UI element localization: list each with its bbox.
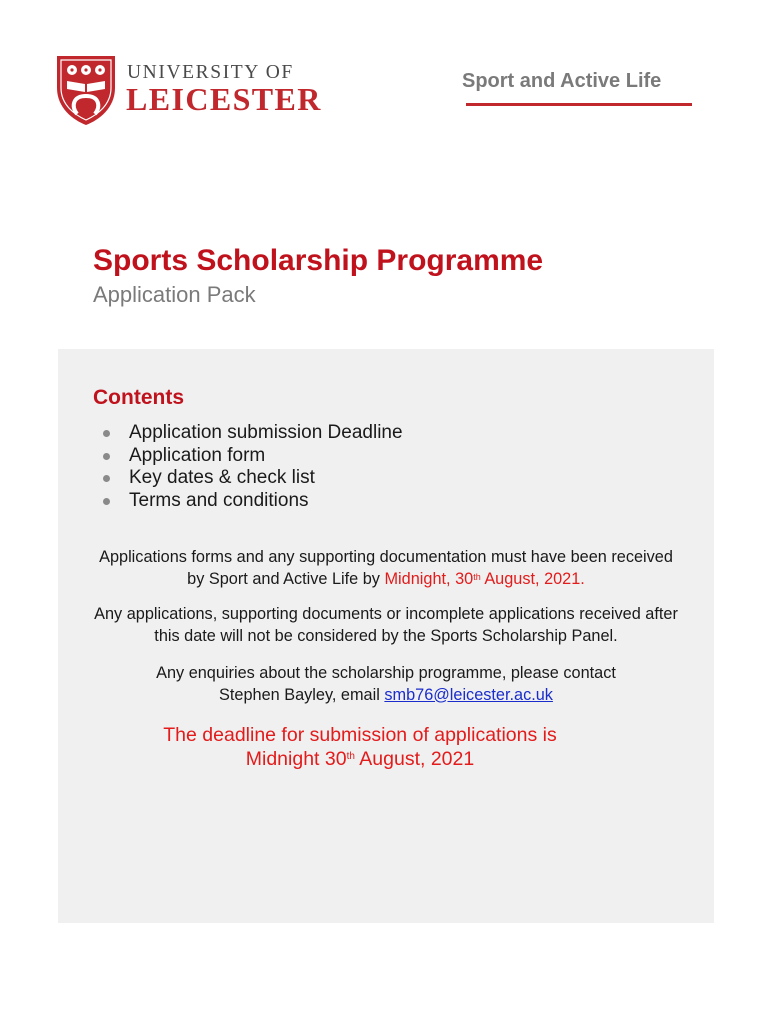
- list-item: [103, 445, 403, 468]
- logo-text-university-of: UNIVERSITY OF: [127, 62, 294, 83]
- page-subtitle: Application Pack: [93, 282, 256, 307]
- content-panel: [58, 349, 714, 923]
- deadline-line: The deadline for submission of applications is: [163, 724, 557, 746]
- bullet-icon: [103, 475, 110, 482]
- enquiries-paragraph: [58, 663, 714, 706]
- paragraph-line: [58, 569, 714, 591]
- deadline-text: August, 2021: [354, 748, 475, 770]
- university-crest-icon: [55, 54, 117, 126]
- department-name: Sport and Active Life: [462, 70, 662, 92]
- department-underline: [466, 103, 692, 106]
- page-title: Sports Scholarship Programme: [93, 244, 544, 277]
- list-item-label: Application form: [129, 444, 266, 466]
- paragraph-line: [58, 685, 714, 707]
- contact-email-link[interactable]: smb76@leicester.ac.uk: [384, 685, 553, 704]
- contents-heading: Contents: [93, 386, 184, 409]
- bullet-icon: [103, 430, 110, 437]
- list-item-label: Key dates & check list: [129, 467, 315, 488]
- paragraph-line: Any enquiries about the scholarship programme, please contact: [156, 664, 616, 682]
- ordinal-suffix: th: [346, 751, 355, 762]
- date-text: Midnight, 30: [384, 569, 474, 588]
- bullet-icon: [103, 498, 110, 505]
- paragraph-line: Any applications, supporting documents or incomplete applications received after: [94, 605, 678, 623]
- university-logo: [55, 54, 335, 126]
- list-item: [103, 490, 403, 513]
- list-item: [103, 467, 403, 490]
- deadline-date-inline: [384, 570, 584, 588]
- list-item: [103, 422, 403, 445]
- deadline-notice: [58, 723, 662, 771]
- list-item-label: Terms and conditions: [129, 489, 309, 511]
- contents-list: [103, 422, 403, 512]
- paragraph-text: by Sport and Active Life by: [187, 569, 385, 588]
- late-applications-paragraph: [58, 604, 714, 647]
- deadline-text: Midnight 30: [245, 748, 347, 770]
- ordinal-suffix: th: [473, 571, 481, 582]
- paragraph-text: Stephen Bayley, email: [219, 685, 385, 704]
- date-text: August, 2021.: [480, 569, 585, 588]
- submission-paragraph: [58, 547, 714, 590]
- bullet-icon: [103, 453, 110, 460]
- list-item-label: Application submission Deadline: [129, 422, 403, 443]
- paragraph-line: Applications forms and any supporting documentation must have been received: [99, 548, 673, 566]
- logo-text-leicester: LEICESTER: [126, 81, 322, 117]
- deadline-line: [58, 747, 662, 771]
- paragraph-line: this date will not be considered by the Sports Scholarship Panel.: [154, 626, 618, 645]
